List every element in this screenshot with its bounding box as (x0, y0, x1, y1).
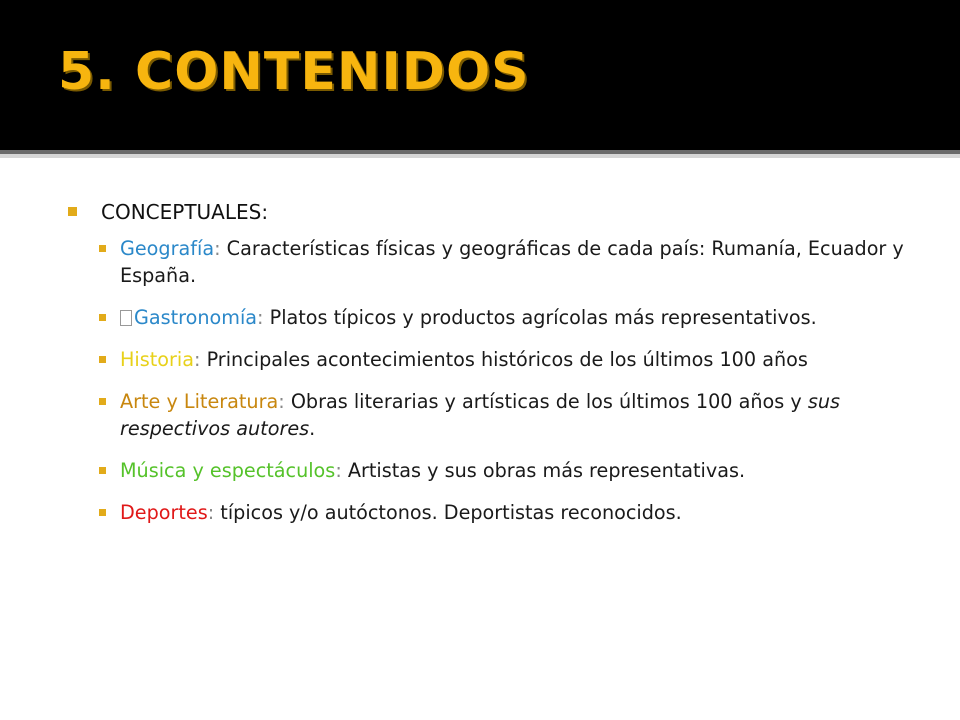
list-item-text (120, 235, 904, 289)
list-item (99, 388, 904, 442)
square-bullet-icon (99, 467, 106, 474)
topic-label: Historia (120, 348, 194, 371)
square-bullet-icon (99, 509, 106, 516)
list-item (99, 499, 904, 526)
title-bar (0, 0, 960, 150)
separator: : (207, 501, 215, 524)
topic-description: Platos típicos y productos agrícolas más representativos. (269, 306, 817, 329)
topic-label: Deportes (120, 501, 208, 524)
square-bullet-icon (99, 398, 106, 405)
list-item (99, 457, 904, 484)
content-list (68, 197, 928, 541)
topic-description: Características físicas y geográficas de cada país: Rumanía, Ecuador y España. (120, 237, 904, 287)
list-item-text (120, 304, 904, 331)
topic-description-italic: sus respectivos autores (120, 390, 840, 440)
missing-glyph-icon (120, 310, 132, 326)
list-item-text (120, 346, 904, 373)
separator: : (214, 237, 221, 260)
topic-label: Gastronomía (134, 306, 258, 329)
section-item (68, 197, 928, 227)
separator: : (335, 459, 342, 482)
separator: : (278, 390, 285, 413)
topic-description: típicos y/o autóctonos. Deportistas reconocidos. (220, 501, 682, 524)
list-item-text (120, 457, 904, 484)
section-label: CONCEPTUALES: (101, 200, 269, 224)
list-item-text (120, 499, 904, 526)
topic-description: Principales acontecimientos históricos de los últimos 100 años (206, 348, 808, 371)
topic-label: Geografía (120, 237, 215, 260)
list-item (99, 346, 904, 373)
topic-label: Arte y Literatura (120, 390, 279, 413)
slide-title: 5. CONTENIDOS (58, 42, 530, 102)
topic-label: Música y espectáculos (120, 459, 336, 482)
square-bullet-icon (99, 314, 106, 321)
topic-description: Artistas y sus obras más representativas. (347, 459, 746, 482)
list-item-text (120, 388, 904, 442)
list-item (99, 235, 904, 289)
title-divider-shadow (0, 154, 960, 158)
separator: : (257, 306, 264, 329)
separator: : (194, 348, 201, 371)
topic-description: Obras literarias y artísticas de los últimos 100 años y (290, 390, 802, 413)
topic-description-end: . (309, 417, 316, 440)
square-bullet-icon (99, 245, 106, 252)
list-item (99, 304, 904, 331)
square-bullet-icon (68, 207, 77, 216)
square-bullet-icon (99, 356, 106, 363)
